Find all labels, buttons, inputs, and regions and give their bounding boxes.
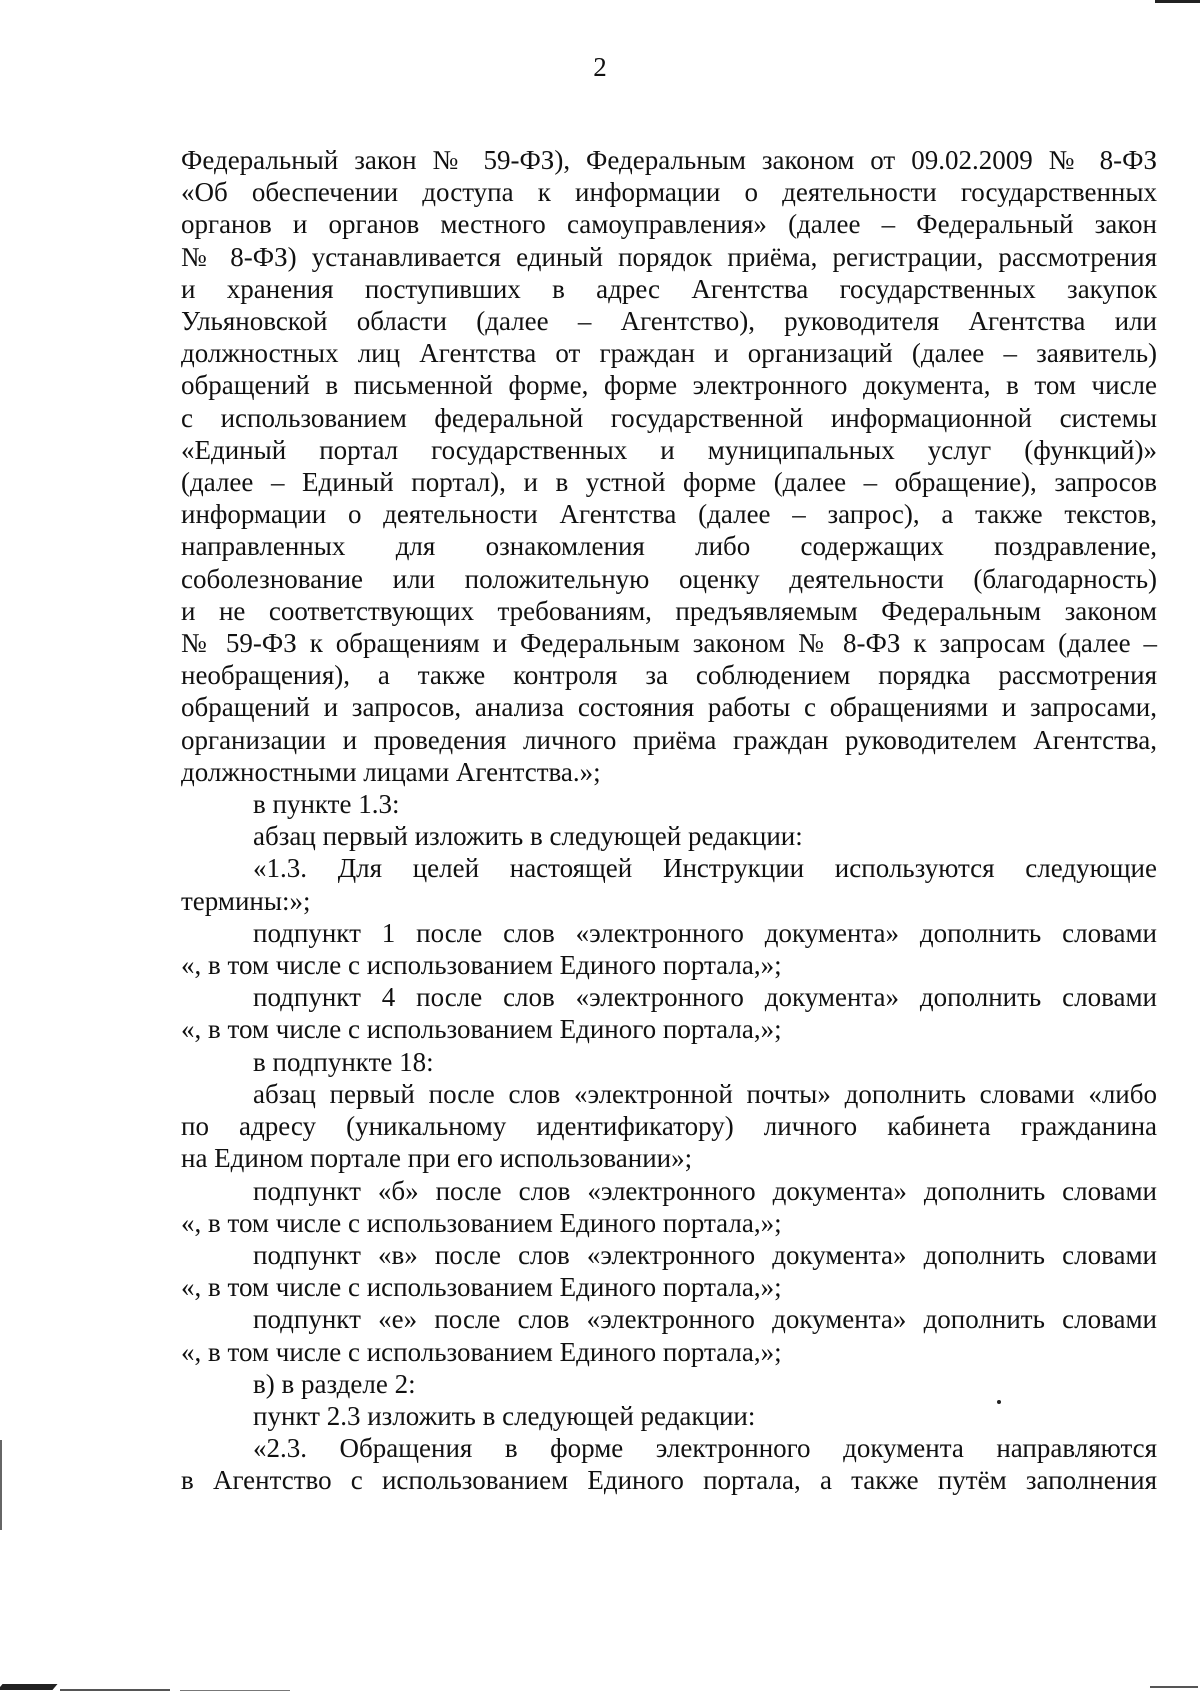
text-line: и не соответствующих требованиям, предъявляемым Федеральным законом [181,595,1157,626]
text-line: с использованием федеральной государственной информационной системы [181,402,1157,433]
text-line: органов и органов местного самоуправления» (далее – Федеральный закон [181,209,1157,240]
text-line: подпункт 4 после слов «электронного документа» дополнить словами [253,982,1157,1013]
text-line: в Агентство с использованием Единого портала, а также путём заполнения [181,1465,1157,1496]
scan-edge-left [0,1440,2,1530]
text-line: Ульяновской области (далее – Агентство), руководителя Агентства или [181,306,1157,337]
text-line: должностных лиц Агентства от граждан и организаций (далее – заявитель) [181,338,1157,369]
text-line: информации о деятельности Агентства (далее – запрос), а также текстов, [181,499,1157,530]
text-line: и хранения поступивших в адрес Агентства государственных закупок [181,273,1157,304]
text-line: (далее – Единый портал), и в устной форме (далее – обращение), запросов [181,467,1157,498]
text-line: «, в том числе с использованием Единого портала,»; [181,1014,782,1045]
text-line: «, в том числе с использованием Единого портала,»; [181,1336,782,1367]
scan-speck [997,1400,1001,1404]
text-line: необращения), а также контроля за соблюдением порядка рассмотрения [181,660,1157,691]
text-line: «, в том числе с использованием Единого портала,»; [181,1272,782,1303]
text-line: № 8-ФЗ) устанавливается единый порядок приёма, регистрации, рассмотрения [181,241,1157,272]
scan-edge-bottom-right [1150,1686,1198,1688]
text-line: пункт 2.3 изложить в следующей редакции: [253,1400,756,1431]
text-line: «, в том числе с использованием Единого портала,»; [181,950,782,981]
text-line: в) в разделе 2: [253,1368,416,1399]
scan-edge-bottom-left [0,1684,58,1690]
text-line: «Единый портал государственных и муниципальных услуг (функций)» [181,434,1157,465]
text-line: обращений и запросов, анализа состояния работы с обращениями и запросами, [181,692,1157,723]
text-line: должностными лицами Агентства.»; [181,756,601,787]
text-line: подпункт «е» после слов «электронного документа» дополнить словами [253,1304,1157,1335]
text-line: соболезнование или положительную оценку деятельности (благодарность) [181,563,1157,594]
text-line: «Об обеспечении доступа к информации о деятельности государственных [181,177,1157,208]
text-line: подпункт 1 после слов «электронного документа» дополнить словами [253,917,1157,948]
text-line: абзац первый изложить в следующей редакции: [253,821,803,852]
text-line: № 59-ФЗ к обращениям и Федеральным законом № 8-ФЗ к запросам (далее – [181,628,1157,659]
text-line: подпункт «б» после слов «электронного документа» дополнить словами [253,1175,1157,1206]
scan-edge-bottom [60,1689,170,1691]
text-line: «2.3. Обращения в форме электронного документа направляются [253,1433,1157,1464]
text-line: направленных для ознакомления либо содержащих поздравление, [181,531,1157,562]
page-number: 2 [593,52,607,82]
text-line: на Едином портале при его использовании»; [181,1143,693,1174]
text-line: в подпункте 18: [253,1046,434,1077]
text-line: термины:»; [181,885,311,916]
text-line: обращений в письменной форме, форме электронного документа, в том числе [181,370,1157,401]
text-line: по адресу (уникальному идентификатору) личного кабинета гражданина [181,1111,1157,1142]
text-line: в пункте 1.3: [253,789,400,820]
text-line: Федеральный закон № 59-ФЗ), Федеральным законом от 09.02.2009 № 8-ФЗ [181,145,1157,175]
text-line: подпункт «в» после слов «электронного документа» дополнить словами [253,1239,1157,1270]
document-body [181,144,1157,1497]
text-line: абзац первый после слов «электронной почты» дополнить словами «либо [253,1078,1157,1109]
text-line: «1.3. Для целей настоящей Инструкции используются следующие [253,853,1157,884]
scan-edge-bottom [180,1690,290,1691]
scan-edge-top-right [1155,0,1200,3]
text-line: «, в том числе с использованием Единого портала,»; [181,1207,782,1238]
text-line: организации и проведения личного приёма граждан руководителем Агентства, [181,724,1157,755]
